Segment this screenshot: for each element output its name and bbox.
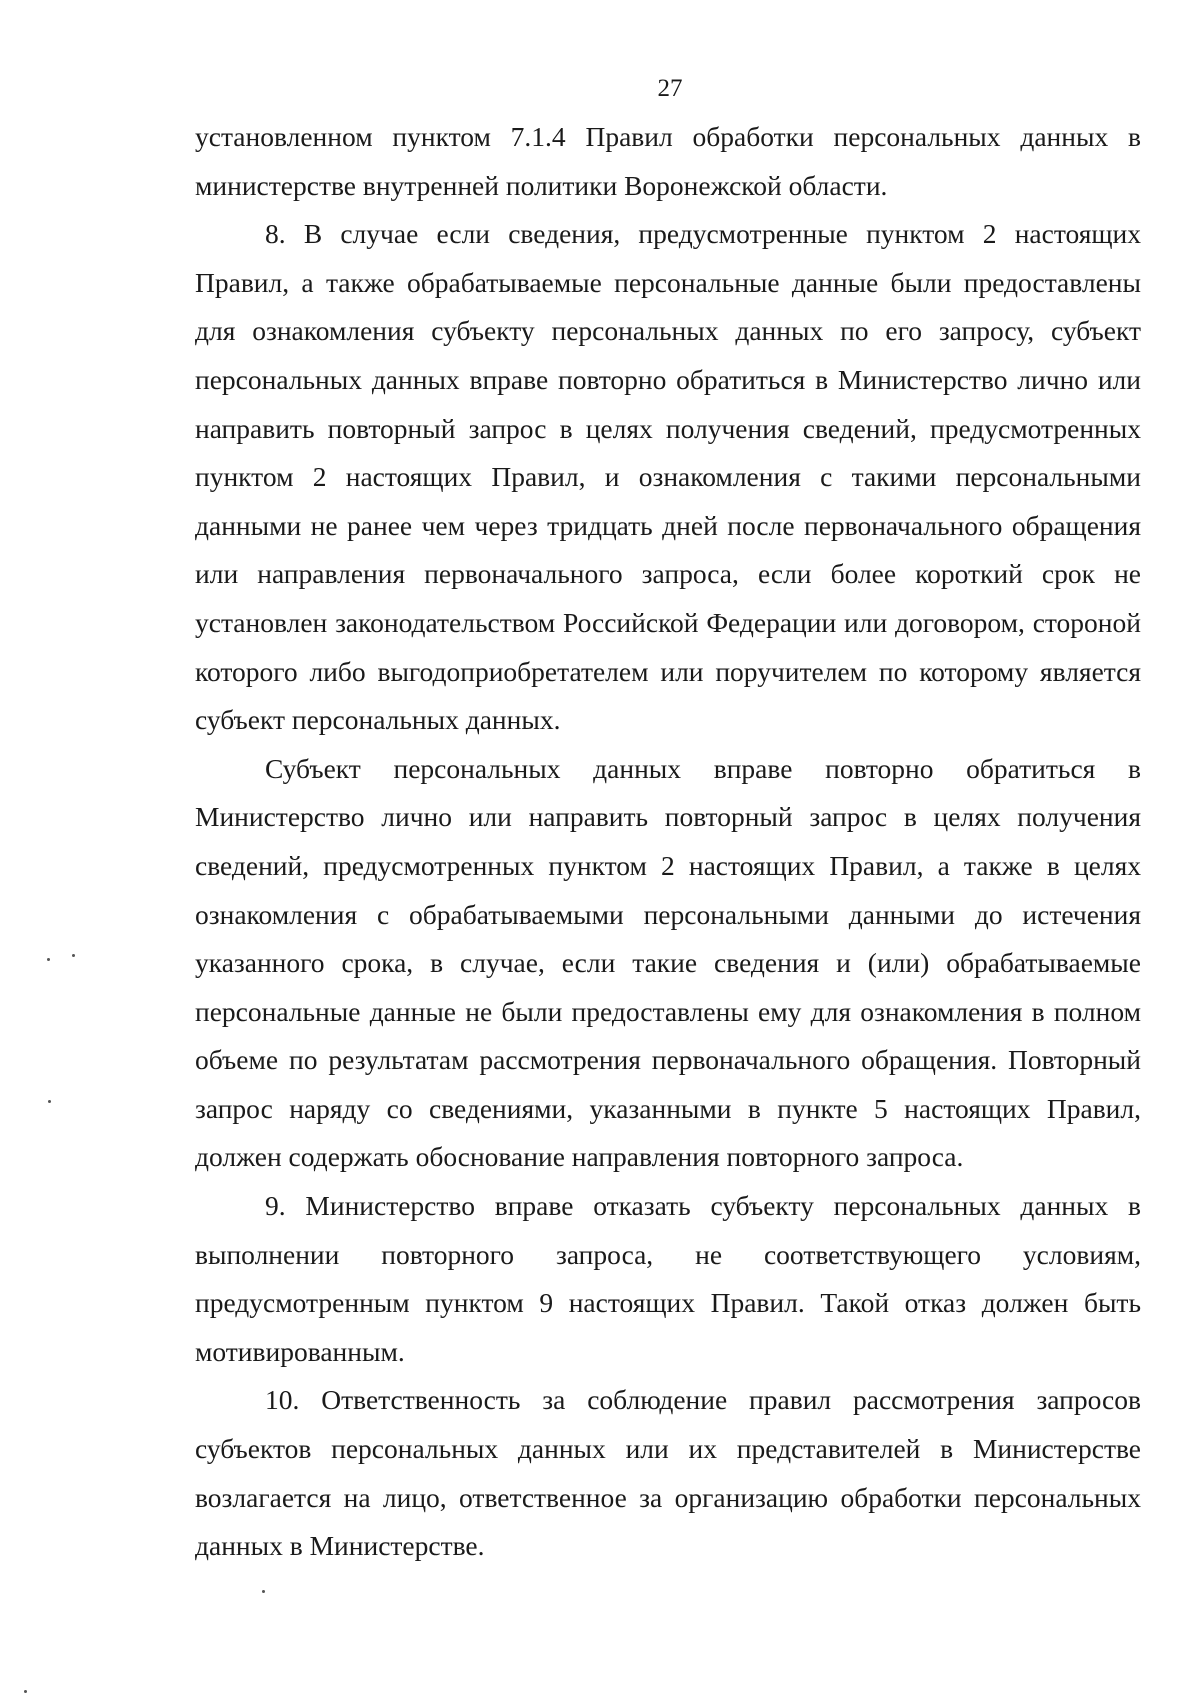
document-body xyxy=(195,113,1141,1571)
paragraph-1: установленном пунктом 7.1.4 Правил обработки персональных данных в министерстве внутренней политики Воронежской области. xyxy=(195,121,1141,201)
scan-speck xyxy=(48,1100,51,1103)
paragraph-5: 10. Ответственность за соблюдение правил рассмотрения запросов субъектов персональных данных или их представителей в Министерстве возлагается на лицо, ответственное за организацию обработки персональных данных в Министерстве. xyxy=(195,1384,1141,1562)
paragraph-2: 8. В случае если сведения, предусмотренные пунктом 2 настоящих Правил, а также обрабатываемые персональные данные были предоставлены для ознакомления субъекту персональных данных по его запросу, субъект персональных данных вправе повторно обратиться в Министерство лично или направить повторный запрос в целях получения сведений, предусмотренных пунктом 2 настоящих Правил, и ознакомления с такими персональными данными не ранее чем через тридцать дней после первоначального обращения или направления первоначального запроса, если более короткий срок не установлен законодательством Российской Федерации или договором, стороной которого либо выгодоприобретателем или поручителем по которому является субъект персональных данных. xyxy=(195,218,1141,736)
scan-speck xyxy=(72,954,75,957)
scan-speck xyxy=(47,958,50,961)
paragraph-4: 9. Министерство вправе отказать субъекту персональных данных в выполнении повторного запроса, не соответствующего условиям, предусмотренным пунктом 9 настоящих Правил. Такой отказ должен быть мотивированным. xyxy=(195,1190,1141,1367)
scan-speck xyxy=(262,1590,265,1593)
page-number: 27 xyxy=(657,75,683,102)
scan-speck xyxy=(24,1690,27,1693)
paragraph-3: Субъект персональных данных вправе повторно обратиться в Министерство лично или направить повторный запрос в целях получения сведений, предусмотренных пунктом 2 настоящих Правил, а также в целях ознакомления с обрабатываемыми персональными данными до истечения указанного срока, в случае, если такие сведения и (или) обрабатываемые персональные данные не были предоставлены ему для ознакомления в полном объеме по результатам рассмотрения первоначального обращения. Повторный запрос наряду со сведениями, указанными в пункте 5 настоящих Правил, должен содержать обоснование направления повторного запроса. xyxy=(195,752,1141,1173)
